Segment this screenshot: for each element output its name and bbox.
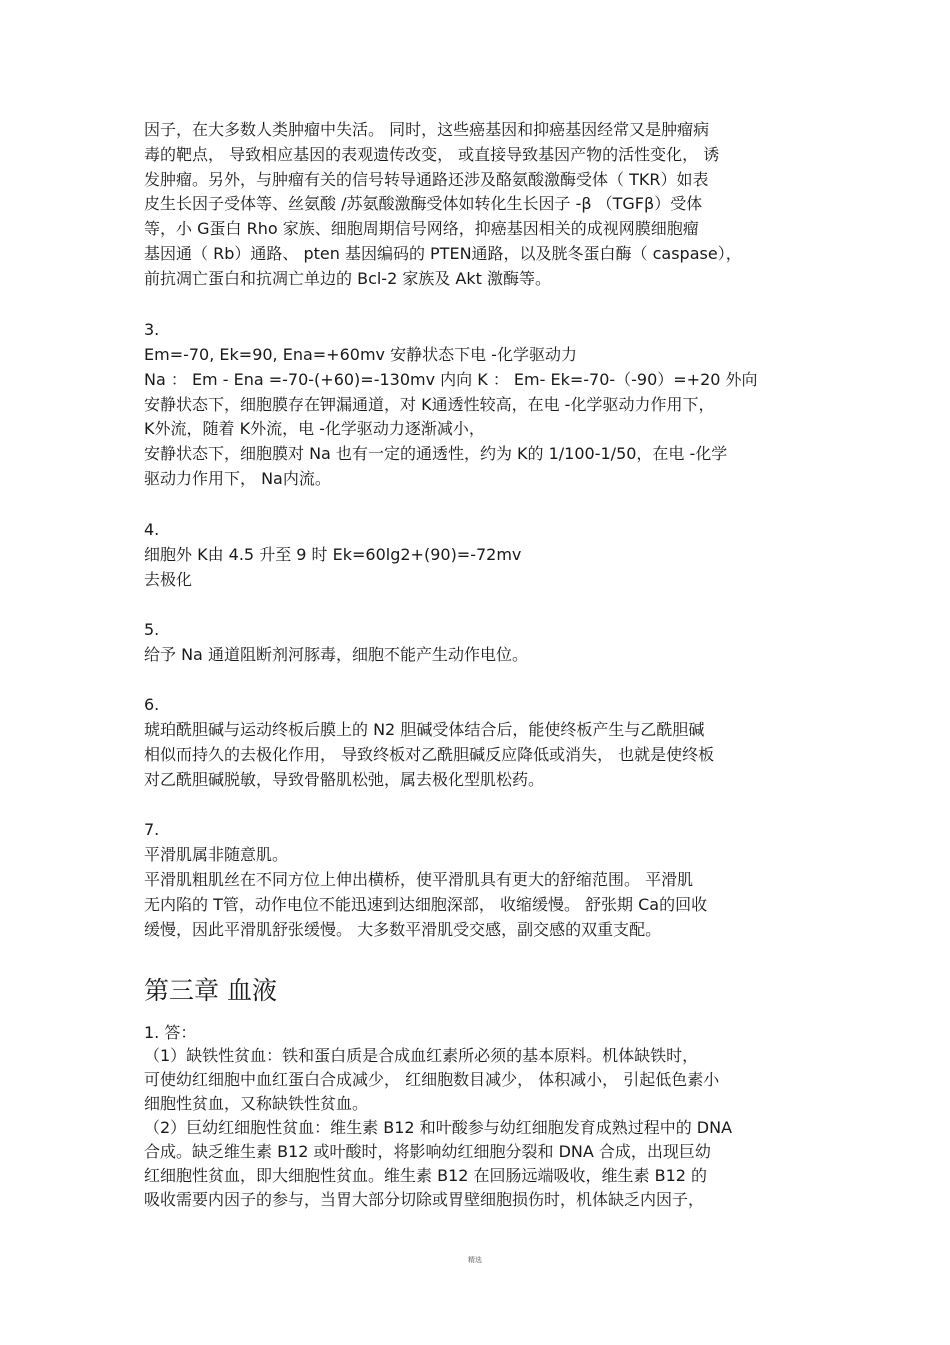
page-footer: 精选 xyxy=(468,1256,482,1264)
text-line: Na ： Em - Ena =-70-(+60)=-130mv 内向 K ： Em- Ek=-70-（-90）=+20 外向 xyxy=(144,370,758,389)
text-line: 平滑肌粗肌丝在不同方位上伸出横桥，使平滑肌具有更大的舒缩范围。 平滑肌 xyxy=(144,870,694,889)
text-line: 琥珀酰胆碱与运动终板后膜上的 N2 胆碱受体结合后，能使终板产生与乙酰胆碱 xyxy=(144,720,705,739)
text-line: 因子，在大多数人类肿瘤中失活。 同时，这些癌基因和抑癌基因经常又是肿瘤病 xyxy=(144,120,710,139)
text-line: （1）缺铁性贫血：铁和蛋白质是合成血红素所必须的基本原料。机体缺铁时， xyxy=(144,1046,699,1065)
text-line: Em=-70, Ek=90, Ena=+60mv 安静状态下电 -化学驱动力 xyxy=(144,345,577,364)
text-line: 皮生长因子受体等、丝氨酸 /苏氨酸激酶受体如转化生长因子 -β （TGFβ）受体 xyxy=(144,194,703,213)
text-line: 毒的靶点， 导致相应基因的表观遗传改变， 或直接导致基因产物的活性变化， 诱 xyxy=(144,145,720,164)
text-line: 等，小 G蛋白 Rho 家族、细胞周期信号网络，抑癌基因相关的成视网膜细胞瘤 xyxy=(144,219,699,238)
text-line: K外流，随着 K外流，电 -化学驱动力逐渐减小， xyxy=(144,419,485,438)
text-line: 驱动力作用下， Na内流。 xyxy=(144,469,331,488)
section-number: 5. xyxy=(144,620,160,639)
text-line: 对乙酰胆碱脱敏，导致骨骼肌松弛，属去极化型肌松药。 xyxy=(144,770,545,789)
text-line: 无内陷的 T管，动作电位不能迅速到达细胞深部， 收缩缓慢。 舒张期 Ca的回收 xyxy=(144,895,708,914)
text-line: 安静状态下，细胞膜存在钾漏通道，对 K通透性较高，在电 -化学驱动力作用下， xyxy=(144,395,715,414)
text-line: 细胞性贫血，又称缺铁性贫血。 xyxy=(144,1094,369,1113)
text-line: 缓慢，因此平滑肌舒张缓慢。 大多数平滑肌受交感，副交感的双重支配。 xyxy=(144,920,662,939)
chapter-heading: 第三章 血液 xyxy=(144,976,277,1005)
text-line: 合成。缺乏维生素 B12 或叶酸时，将影响幼红细胞分裂和 DNA 合成，出现巨幼 xyxy=(144,1142,711,1161)
text-line: 平滑肌属非随意肌。 xyxy=(144,845,289,864)
text-line: 给予 Na 通道阻断剂河豚毒，细胞不能产生动作电位。 xyxy=(144,645,528,664)
text-line: 去极化 xyxy=(144,570,193,589)
text-line: 红细胞性贫血，即大细胞性贫血。维生素 B12 在回肠远端吸收，维生素 B12 的 xyxy=(144,1166,708,1185)
text-line: （2）巨幼红细胞性贫血：维生素 B12 和叶酸参与幼红细胞发育成熟过程中的 DNA xyxy=(144,1118,733,1137)
section-number: 3. xyxy=(144,320,160,339)
section-number: 7. xyxy=(144,820,160,839)
text-line: 发肿瘤。另外，与肿瘤有关的信号转导通路还涉及酪氨酸激酶受体（ TKR）如表 xyxy=(144,170,709,189)
text-line: 可使幼红细胞中血红蛋白合成减少， 红细胞数目减少， 体积减小， 引起低色素小 xyxy=(144,1070,720,1089)
section-number: 4. xyxy=(144,520,160,539)
text-line: 细胞外 K由 4.5 升至 9 时 Ek=60lg2+(90)=-72mv xyxy=(144,545,522,564)
text-line: 前抗凋亡蛋白和抗凋亡单边的 Bcl-2 家族及 Akt 激酶等。 xyxy=(144,269,552,288)
answer-label: 1. 答： xyxy=(144,1023,197,1042)
text-line: 吸收需要内因子的参与，当胃大部分切除或胃壁细胞损伤时，机体缺乏内因子， xyxy=(144,1190,705,1209)
text-line: 基因通（ Rb）通路、 pten 基因编码的 PTEN通路，以及胱冬蛋白酶（ caspase）， xyxy=(144,244,742,263)
section-number: 6. xyxy=(144,695,160,714)
text-line: 安静状态下，细胞膜对 Na 也有一定的通透性，约为 K的 1/100-1/50，在电 -化学 xyxy=(144,444,728,463)
text-line: 相似而持久的去极化作用， 导致终板对乙酰胆碱反应降低或消失， 也就是使终板 xyxy=(144,745,715,764)
